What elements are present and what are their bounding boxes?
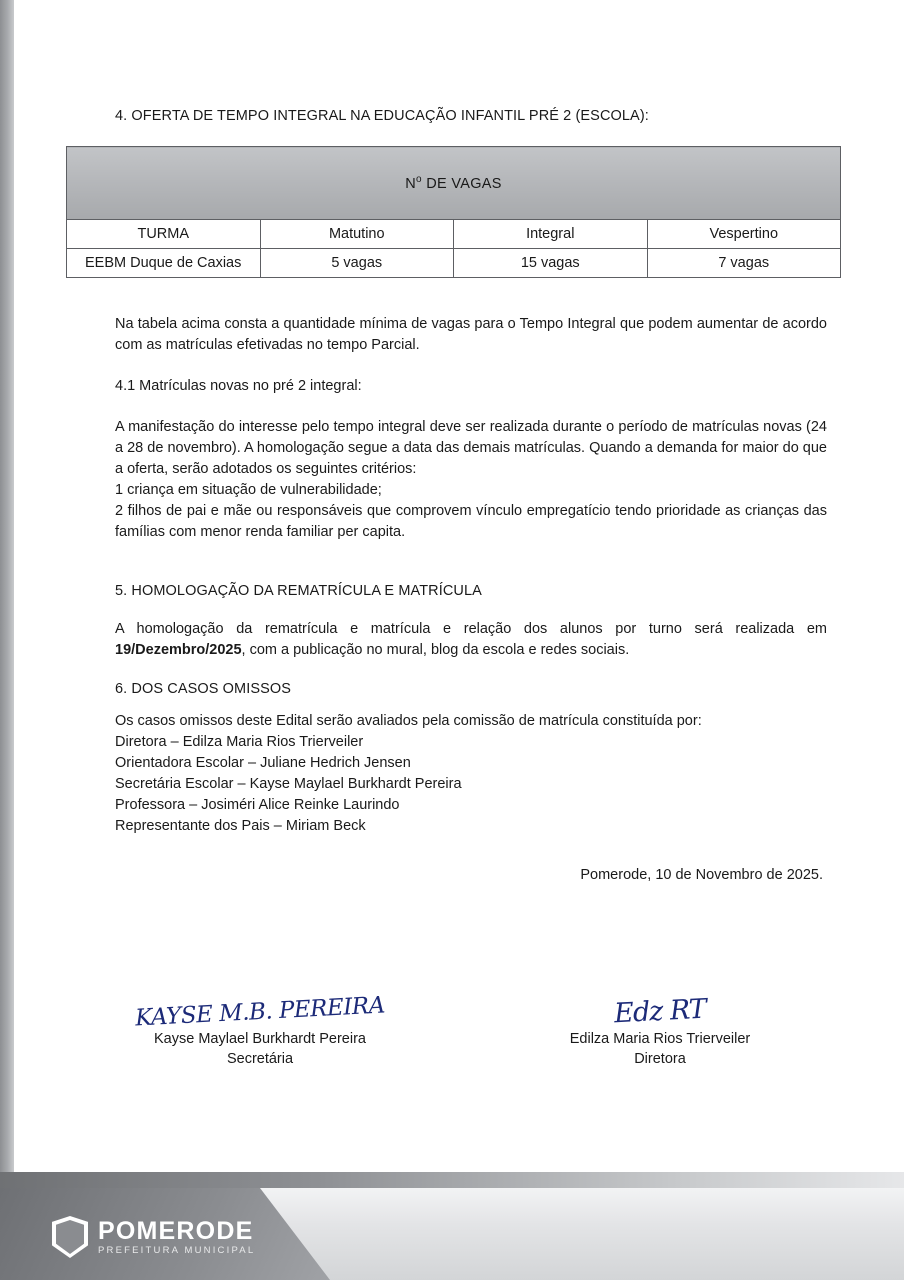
signature-name-secretaria: Kayse Maylael Burkhardt Pereira bbox=[154, 1031, 366, 1047]
column-header-vespertino: Vespertino bbox=[647, 220, 841, 249]
commission-member-2: Orientadora Escolar – Juliane Hedrich Jensen bbox=[115, 755, 411, 771]
banner-text-sup: o bbox=[416, 174, 422, 186]
footer-stripe bbox=[0, 1172, 904, 1188]
signature-name-diretora: Edilza Maria Rios Trierveiler bbox=[569, 1031, 751, 1047]
section-4-1-title: 4.1 Matrículas novas no pré 2 integral: bbox=[115, 378, 362, 394]
table-header-row bbox=[67, 220, 841, 249]
section-6-title: 6. DOS CASOS OMISSOS bbox=[115, 681, 292, 697]
section-5-paragraph bbox=[115, 619, 827, 661]
section-5-text-after: , com a publicação no mural, blog da escola e redes sociais. bbox=[241, 642, 630, 658]
banner-text-rest: DE VAGAS bbox=[421, 175, 502, 192]
coat-of-arms-icon bbox=[52, 1216, 88, 1258]
signature-block-diretora bbox=[460, 995, 860, 1069]
brand-subtitle: PREFEITURA MUNICIPAL bbox=[98, 1244, 256, 1256]
section-5-text-before: A homologação da rematrícula e matrícula e relação dos alunos por turno será realizada em bbox=[115, 621, 827, 637]
commission-member-4: Professora – Josiméri Alice Reinke Laurindo bbox=[115, 797, 400, 813]
commission-member-5: Representante dos Pais – Miriam Beck bbox=[115, 818, 366, 834]
handwritten-signature-icon-2: Edz RT bbox=[613, 993, 707, 1030]
column-header-turma: TURMA bbox=[67, 220, 261, 249]
place-and-date: Pomerode, 10 de Novembro de 2025. bbox=[580, 867, 823, 883]
signature-block-secretaria bbox=[60, 992, 460, 1069]
signature-role-secretaria: Secretária bbox=[226, 1051, 294, 1067]
table-banner-cell bbox=[67, 147, 841, 220]
handwritten-signature-icon: KAYSE M.B. PEREIRA bbox=[134, 992, 386, 1032]
brand-text bbox=[98, 1216, 256, 1256]
homologation-date: 19/Dezembro/2025 bbox=[115, 642, 242, 658]
document-content bbox=[60, 0, 860, 883]
section-6-intro: Os casos omissos deste Edital serão avaliados pela comissão de matrícula constituída por: bbox=[115, 713, 702, 729]
cell-turma: EEBM Duque de Caxias bbox=[67, 249, 261, 278]
section-4-1-paragraph: A manifestação do interesse pelo tempo integral deve ser realizada durante o período de matrículas novas (24 a 28 de novembro). A homologação segue a data das demais matrículas. Quando a demanda for maior do que a oferta, serão adotados os seguintes critérios: bbox=[115, 419, 827, 477]
commission-member-3: Secretária Escolar – Kayse Maylael Burkhardt Pereira bbox=[115, 776, 462, 792]
signature-role-diretora: Diretora bbox=[634, 1051, 686, 1067]
vagas-table-wrapper bbox=[66, 146, 841, 278]
signature-area bbox=[60, 992, 860, 1069]
cell-integral: 15 vagas bbox=[454, 249, 648, 278]
table-banner-row bbox=[67, 147, 841, 220]
criterion-2: 2 filhos de pai e mãe ou responsáveis que comprovem vínculo empregatício tendo prioridade as crianças das famílias com menor renda familiar per capita. bbox=[115, 503, 827, 540]
table-row bbox=[67, 249, 841, 278]
cell-vespertino: 7 vagas bbox=[647, 249, 841, 278]
banner-text-n: N bbox=[405, 175, 417, 192]
brand-name: POMERODE bbox=[98, 1216, 254, 1245]
commission-member-1: Diretora – Edilza Maria Rios Trierveiler bbox=[115, 734, 364, 750]
section-4-title: 4. OFERTA DE TEMPO INTEGRAL NA EDUCAÇÃO INFANTIL PRÉ 2 (ESCOLA): bbox=[115, 108, 649, 124]
page-footer bbox=[0, 1172, 904, 1280]
vagas-table bbox=[66, 146, 841, 278]
left-decorative-bar bbox=[0, 0, 14, 1280]
column-header-matutino: Matutino bbox=[260, 220, 454, 249]
document-body bbox=[115, 294, 827, 883]
table-note-paragraph: Na tabela acima consta a quantidade mínima de vagas para o Tempo Integral que podem aumentar de acordo com as matrículas efetivadas no tempo Parcial. bbox=[115, 316, 827, 353]
section-5-title: 5. HOMOLOGAÇÃO DA REMATRÍCULA E MATRÍCULA bbox=[115, 583, 482, 599]
criterion-1: 1 criança em situação de vulnerabilidade; bbox=[115, 482, 382, 498]
footer-logo bbox=[52, 1216, 255, 1258]
column-header-integral: Integral bbox=[454, 220, 648, 249]
cell-matutino: 5 vagas bbox=[260, 249, 454, 278]
